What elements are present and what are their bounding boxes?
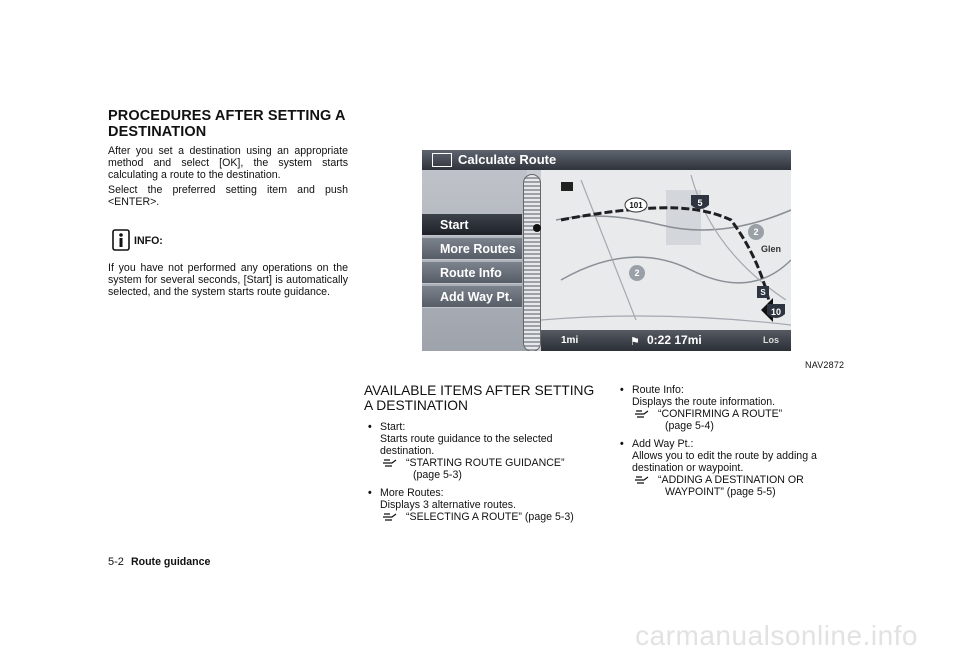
highway-10-label: 10 [770,307,782,317]
item-label: Route Info: [632,384,684,396]
menu-item-add-way-pt[interactable]: Add Way Pt. [422,286,522,308]
figure-caption: NAV2872 [805,360,845,370]
route-2a-label: 2 [753,227,759,237]
highway-shield-5 [691,195,709,209]
chapter-name: Route guidance [130,556,211,568]
eta-distance [647,333,702,347]
pointing-hand-icon [382,457,398,468]
info-label: INFO: [134,235,163,247]
map-scale: 1mi [561,335,579,346]
eta-time: 0:22 [647,333,672,347]
highway-shield-101 [625,198,647,212]
route-shield-2b [629,265,645,281]
item-desc: Allows you to edit the route by adding a destination or waypoint. [632,450,817,475]
highway-shield-10 [767,304,785,318]
item-label: More Routes: [380,487,444,499]
navigation-screen [422,150,791,351]
highway-5-label: 5 [697,198,703,208]
status-bar [541,330,791,351]
screen-title: Calculate Route [458,152,557,167]
highway-101-label: 101 [629,201,643,210]
route-icon [432,153,452,167]
screen-title-bar [422,150,791,170]
info-icon [112,229,130,251]
select-instruction: Select the preferred setting item and push <ENTER>. [108,184,348,209]
route-s-label: S [760,288,766,297]
menu-item-route-info[interactable]: Route Info [422,262,522,284]
available-items-title: AVAILABLE ITEMS AFTER SETTING A DESTINATION [364,383,595,413]
info-text: If you have not performed any operations on the system for several seconds, [Start] is automatically selected, and the system starts route guidance. [108,262,348,299]
item-desc: Displays the route information. [632,396,776,409]
scroll-knob[interactable] [533,224,541,232]
remaining-distance: 17mi [674,333,702,347]
item-desc: Starts route guidance to the selected destination. [380,433,553,458]
route-2b-label: 2 [634,268,640,278]
section-title: PROCEDURES AFTER SETTING A DESTINATION [108,108,346,140]
watermark: carmanualsonline.info [635,620,918,651]
destination-flag-icon: ⚑ [630,336,640,348]
map-label-los: Los [763,335,780,345]
pointing-hand-icon [634,474,650,485]
route-shield-s [757,286,769,298]
item-label: Add Way Pt.: [632,438,694,450]
page-footer [108,556,210,568]
flag-icon [561,182,573,191]
menu-item-start[interactable]: Start [422,214,522,236]
route-shield-2a [748,224,764,240]
map-label-glen: Glen [761,244,782,254]
scrollbar[interactable] [523,174,541,351]
pointing-hand-icon [382,511,398,522]
route-map[interactable] [541,170,791,351]
page-number: 5-2 [108,556,124,568]
menu-item-more-routes[interactable]: More Routes [422,238,522,260]
item-label: Start: [380,421,406,433]
menu-panel [422,170,527,351]
intro-paragraph: After you set a destination using an appropriate method and select [OK], the system starts calculating a route to the destination. [108,145,348,182]
pointing-hand-icon [634,408,650,419]
item-desc: Displays 3 alternative routes. [380,499,517,512]
